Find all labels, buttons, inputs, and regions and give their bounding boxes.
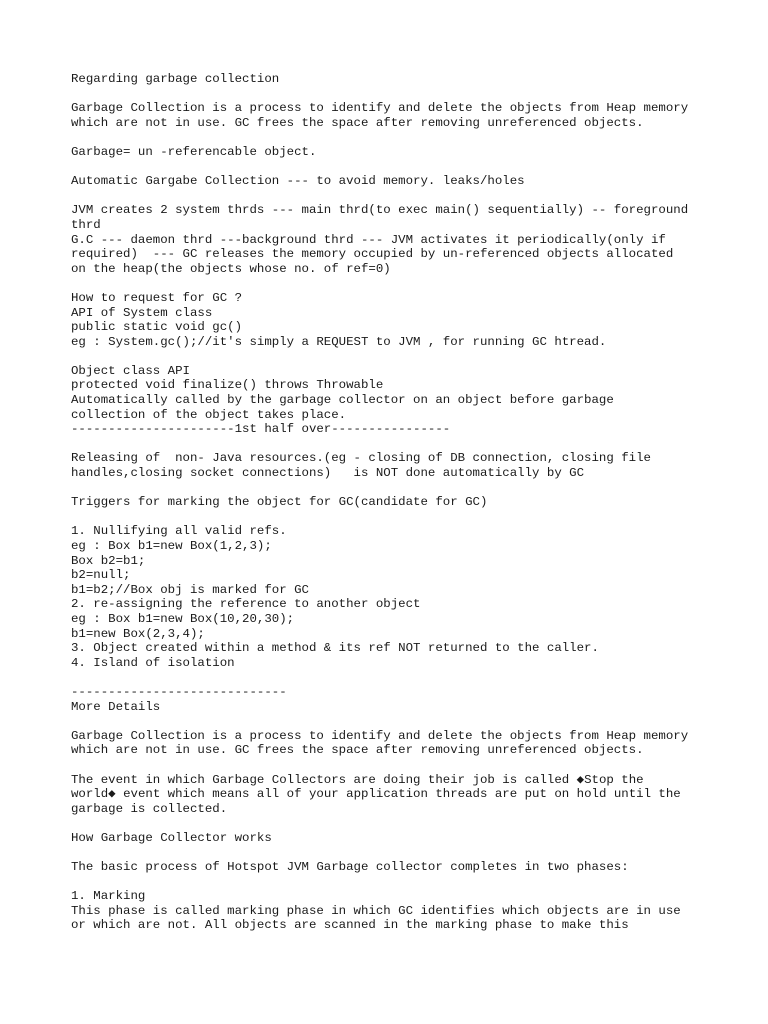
document-line bbox=[71, 875, 731, 890]
document-line: garbage is collected. bbox=[71, 801, 228, 816]
document-line: b1=new Box(2,3,4); bbox=[71, 626, 205, 641]
document-line: on the heap(the objects whose no. of ref=0) bbox=[71, 261, 391, 276]
document-line: Automatically called by the garbage collector on an object before garbage bbox=[71, 393, 614, 408]
document-line: b1=b2;//Box obj is marked for GC bbox=[71, 582, 309, 597]
document-line bbox=[71, 437, 731, 452]
document-line: 1. Nullifying all valid refs. bbox=[71, 524, 287, 539]
document-line bbox=[71, 189, 731, 204]
document-line bbox=[71, 670, 731, 685]
document-line: How to request for GC ? bbox=[71, 290, 243, 305]
document-line: Box b2=b1; bbox=[71, 553, 146, 568]
document-line: which are not in use. GC frees the space after removing unreferenced objects. bbox=[71, 115, 644, 130]
document-line bbox=[71, 816, 731, 831]
document-line bbox=[71, 510, 731, 525]
document-line: This phase is called marking phase in which GC identifies which objects are in use bbox=[71, 903, 681, 918]
document-line: 4. Island of isolation bbox=[71, 655, 235, 670]
document-line bbox=[71, 130, 731, 145]
document-line: Object class API bbox=[71, 363, 190, 378]
document-line: 3. Object created within a method & its ref NOT returned to the caller. bbox=[71, 641, 599, 656]
document-line: collection of the object takes place. bbox=[71, 407, 347, 422]
document-line: Automatic Gargabe Collection --- to avoid memory. leaks/holes bbox=[71, 174, 525, 189]
document-line: handles,closing socket connections) is NOT done automatically by GC bbox=[71, 466, 585, 481]
document-line: The event in which Garbage Collectors are doing their job is called ◆Stop the bbox=[71, 772, 644, 787]
document-line: G.C --- daemon thrd ---background thrd --- JVM activates it periodically(only if bbox=[71, 232, 666, 247]
document-line: JVM creates 2 system thrds --- main thrd(to exec main() sequentially) -- foreground bbox=[71, 203, 689, 218]
document-line: Garbage= un -referencable object. bbox=[71, 144, 317, 159]
document-line bbox=[71, 481, 731, 496]
document-line: Garbage Collection is a process to identify and delete the objects from Heap memory bbox=[71, 101, 689, 116]
document-line: eg : Box b1=new Box(1,2,3); bbox=[71, 539, 272, 553]
document-line: b2=null; bbox=[71, 568, 131, 583]
document-line: ----------------------1st half over---------------- bbox=[71, 422, 451, 437]
document-line bbox=[71, 160, 731, 175]
document-line: or which are not. All objects are scanned in the marking phase to make this bbox=[71, 918, 629, 933]
document-line: How Garbage Collector works bbox=[71, 830, 272, 845]
document-line: More Details bbox=[71, 699, 161, 714]
document-line bbox=[71, 349, 731, 364]
document-line: Garbage Collection is a process to identify and delete the objects from Heap memory bbox=[71, 728, 689, 743]
document-line: which are not in use. GC frees the space after removing unreferenced objects. bbox=[71, 743, 644, 758]
document-line: eg : System.gc();//it's simply a REQUEST to JVM , for running GC htread. bbox=[71, 334, 607, 349]
document-line bbox=[71, 87, 731, 102]
document-line bbox=[71, 714, 731, 729]
document-line: public static void gc() bbox=[71, 320, 243, 335]
document-line: API of System class bbox=[71, 305, 213, 320]
document-line: protected void finalize() throws Throwable bbox=[71, 378, 384, 393]
document-line bbox=[71, 845, 731, 860]
document-line: 1. Marking bbox=[71, 889, 146, 904]
document-line: 2. re-assigning the reference to another object bbox=[71, 597, 421, 612]
document-page bbox=[71, 72, 731, 933]
document-line: world◆ event which means all of your application threads are put on hold until the bbox=[71, 787, 681, 802]
document-line: Regarding garbage collection bbox=[71, 72, 280, 86]
document-line bbox=[71, 758, 731, 773]
document-line: eg : Box b1=new Box(10,20,30); bbox=[71, 611, 295, 626]
document-line: thrd bbox=[71, 217, 101, 232]
document-line: Releasing of non- Java resources.(eg - closing of DB connection, closing file bbox=[71, 451, 651, 466]
document-line bbox=[71, 276, 731, 291]
document-line: The basic process of Hotspot JVM Garbage collector completes in two phases: bbox=[71, 860, 629, 875]
document-line: ----------------------------- bbox=[71, 684, 287, 699]
document-line: required) --- GC releases the memory occupied by un-referenced objects allocated bbox=[71, 247, 674, 262]
document-line: Triggers for marking the object for GC(candidate for GC) bbox=[71, 495, 488, 510]
